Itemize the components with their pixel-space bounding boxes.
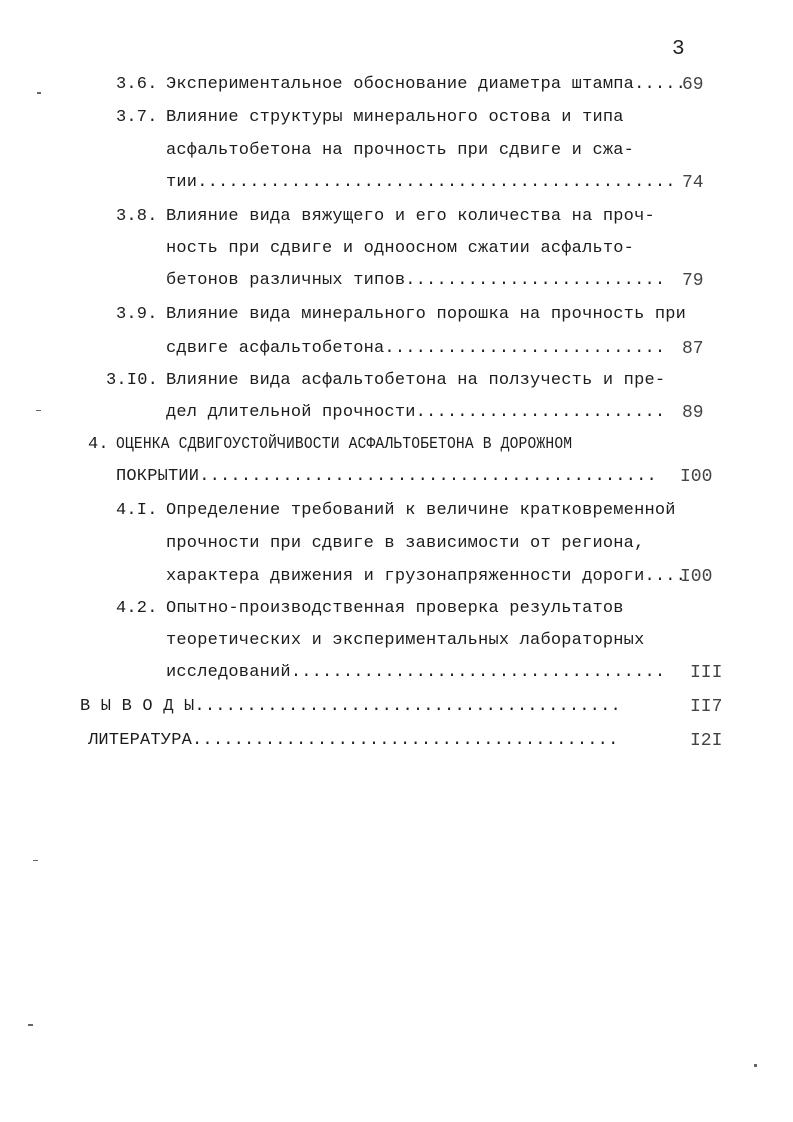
toc-entry-text: характера движения и грузонапряженности дороги.... — [166, 567, 687, 586]
toc-entry-page: 79 — [682, 271, 704, 291]
scan-speck — [37, 92, 41, 94]
scan-speck — [36, 410, 41, 411]
toc-entry-text: Определение требований к величине кратковременной — [166, 501, 676, 520]
toc-entry-page: II7 — [690, 697, 723, 717]
toc-entry-text: асфальтобетона на прочность при сдвиге и сжа- — [166, 141, 635, 160]
toc-entry-text: тии.............................................. — [166, 173, 676, 192]
scan-speck — [754, 1064, 757, 1067]
page-number: 3 — [672, 38, 685, 61]
toc-entry-text: ПОКРЫТИИ............................................ — [116, 467, 657, 486]
toc-entry-text: прочности при сдвиге в зависимости от региона, — [166, 534, 645, 553]
toc-entry-page: I2I — [690, 731, 723, 751]
toc-entry-text: Влияние вида асфальтобетона на ползучесть и пре- — [166, 371, 666, 390]
toc-entry-page: I00 — [680, 567, 713, 587]
toc-entry-text: ность при сдвиге и одноосном сжатии асфальто- — [166, 239, 635, 258]
toc-entry-page: 89 — [682, 403, 704, 423]
toc-entry-number: 3.8. — [116, 207, 158, 226]
scan-speck — [28, 1024, 33, 1026]
toc-entry-text: В Ы В О Д Ы......................................... — [80, 697, 621, 716]
toc-entry-text: Влияние структуры минерального остова и типа — [166, 108, 624, 127]
toc-entry-number: 4.I. — [116, 501, 158, 520]
toc-entry-text: Экспериментальное обоснование диаметра штампа..... — [166, 75, 687, 94]
toc-entry-text: Влияние вида минерального порошка на прочность при — [166, 305, 687, 324]
toc-entry-text: теоретических и экспериментальных лабораторных — [166, 631, 645, 650]
toc-entry-text: Влияние вида вяжущего и его количества на проч- — [166, 207, 655, 226]
toc-entry-text: ОЦЕНКА СДВИГОУСТОЙЧИВОСТИ АСФАЛЬТОБЕТОНА В ДОРОЖНОМ — [116, 435, 573, 454]
scan-speck — [33, 860, 38, 861]
toc-entry-text: ЛИТЕРАТУРА......................................... — [88, 731, 619, 750]
toc-entry-text: исследований.................................... — [166, 663, 666, 682]
toc-entry-number: 4.2. — [116, 599, 158, 618]
toc-entry-page: I00 — [680, 467, 713, 487]
toc-entry-page: 69 — [682, 75, 704, 95]
toc-entry-page: 74 — [682, 173, 704, 193]
toc-entry-text: бетонов различных типов......................... — [166, 271, 666, 290]
toc-entry-text: сдвиге асфальтобетона........................... — [166, 339, 666, 358]
toc-entry-number: 3.9. — [116, 305, 158, 324]
toc-entry-number: 3.6. — [116, 75, 158, 94]
toc-entry-number: 3.7. — [116, 108, 158, 127]
toc-entry-text: дел длительной прочности........................ — [166, 403, 666, 422]
toc-entry-text: Опытно-производственная проверка результатов — [166, 599, 624, 618]
toc-entry-page: III — [690, 663, 723, 683]
toc-entry-page: 87 — [682, 339, 704, 359]
toc-entry-number: 4. — [88, 435, 109, 454]
toc-entry-number: 3.I0. — [106, 371, 159, 390]
